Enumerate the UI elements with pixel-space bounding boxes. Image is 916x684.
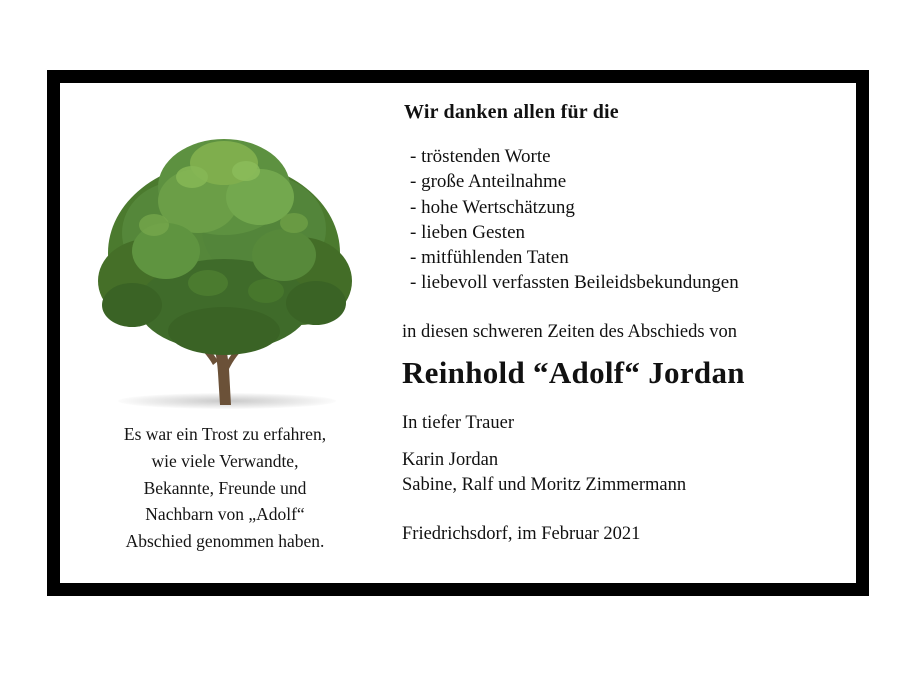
memorial-line: Es war ein Trost zu erfahren, xyxy=(123,424,327,444)
mourning-card-frame xyxy=(47,70,869,596)
thanks-heading: Wir danken allen für die xyxy=(404,101,619,123)
right-column xyxy=(400,101,850,545)
list-item: - große Anteilnahme xyxy=(410,171,567,193)
list-item: - tröstenden Worte xyxy=(410,146,551,167)
memorial-line: Nachbarn von „Adolf“ xyxy=(145,504,305,525)
place-and-date: Friedrichsdorf, im Februar 2021 xyxy=(402,523,641,544)
thanks-reasons-list xyxy=(400,144,850,296)
tree-svg xyxy=(88,105,364,415)
mourner-name: Sabine, Ralf und Moritz Zimmermann xyxy=(402,474,687,495)
deceased-name: Reinhold “Adolf“ Jordan xyxy=(402,354,745,390)
mourner-name: Karin Jordan xyxy=(402,449,499,470)
mourning-card-inner xyxy=(60,83,856,583)
mourners-list xyxy=(400,448,850,498)
list-item: - lieben Gesten xyxy=(410,221,526,243)
context-line: in diesen schweren Zeiten des Abschieds von xyxy=(402,321,737,342)
list-item: - liebevoll verfassten Beileidsbekundungen xyxy=(410,272,739,294)
list-item: - hohe Wertschätzung xyxy=(410,196,575,218)
memorial-line: Bekannte, Freunde und xyxy=(143,477,307,498)
oak-tree-illustration xyxy=(88,105,364,415)
left-column xyxy=(70,91,380,571)
list-item: - mitfühlenden Taten xyxy=(410,247,569,269)
memorial-line: wie viele Verwandte, xyxy=(151,450,299,471)
memorial-line: Abschied genommen haben. xyxy=(125,531,325,552)
memorial-text xyxy=(70,421,380,555)
mourning-label: In tiefer Trauer xyxy=(402,412,514,433)
